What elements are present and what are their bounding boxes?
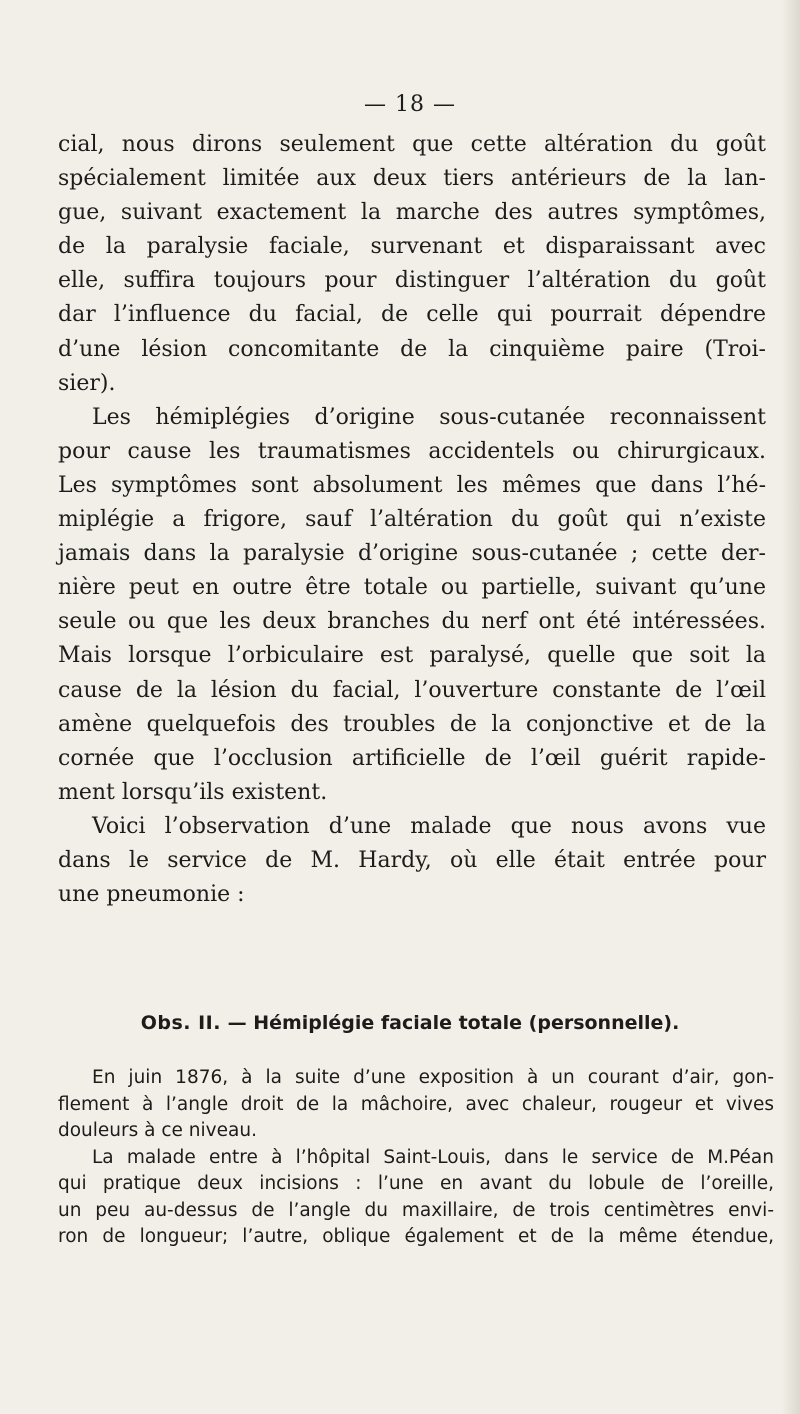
observation-title: — Hémiplégie faciale totale (personnelle). bbox=[227, 1012, 680, 1034]
text-line: En juin 1876, à la suite d’une exposition à un courant d’air, gon- bbox=[92, 1067, 774, 1088]
observation-heading bbox=[0, 1012, 800, 1034]
text-line: flement à l’angle droit de la mâchoire, avec chaleur, rougeur et vives bbox=[58, 1093, 774, 1115]
text-line: ment lorsqu’ils existent. bbox=[58, 779, 328, 805]
text-line: cornée que l’occlusion artificielle de l’œil guérit rapide- bbox=[58, 745, 766, 771]
text-line: sier). bbox=[58, 370, 116, 396]
text-line: gue, suivant exactement la marche des autres symptômes, bbox=[58, 200, 766, 226]
text-line: de la paralysie faciale, survenant et disparaissant avec bbox=[58, 234, 766, 260]
text-line: Mais lorsque l’orbiculaire est paralysé, quelle que soit la bbox=[58, 643, 766, 669]
text-line: douleurs à ce niveau. bbox=[58, 1120, 257, 1141]
text-line: d’une lésion concomitante de la cinquième paire (Troi- bbox=[58, 336, 766, 362]
page-number: — 18 — bbox=[364, 92, 456, 117]
text-line: dar l’influence du facial, de celle qui pourrait dépendre bbox=[58, 302, 766, 328]
text-line: jamais dans la paralysie d’origine sous-cutanée ; cette der- bbox=[58, 541, 766, 567]
main-text bbox=[58, 128, 766, 912]
text-line: dans le service de M. Hardy, où elle était entrée pour bbox=[58, 847, 766, 873]
text-line: miplégie a frigore, sauf l’altération du goût qui n’existe bbox=[58, 507, 766, 533]
text-line: elle, suffira toujours pour distinguer l’altération du goût bbox=[58, 268, 766, 294]
text-line: amène quelquefois des troubles de la conjonctive et de la bbox=[58, 711, 766, 737]
text-line: ron de longueur; l’autre, oblique également et de la même étendue, bbox=[58, 1226, 774, 1247]
page-edge-shadow bbox=[782, 0, 800, 1414]
observation-text bbox=[58, 1065, 774, 1251]
text-line: un peu au-dessus de l’angle du maxillaire, de trois centimètres envi- bbox=[58, 1199, 774, 1221]
text-line: Voici l’observation d’une malade que nous avons vue bbox=[92, 813, 766, 839]
text-line: pour cause les traumatismes accidentels ou chirurgicaux. bbox=[58, 438, 766, 464]
text-line: qui pratique deux incisions : l’une en avant du lobule de l’oreille, bbox=[58, 1173, 774, 1194]
text-line: Les symptômes sont absolument les mêmes que dans l’hé- bbox=[58, 472, 766, 498]
text-line: Les hémiplégies d’origine sous-cutanée reconnaissent bbox=[92, 404, 766, 430]
text-line: nière peut en outre être totale ou partielle, suivant qu’une bbox=[58, 575, 766, 601]
text-line: spécialement limitée aux deux tiers antérieurs de la lan- bbox=[58, 166, 766, 192]
text-line: La malade entre à l’hôpital Saint-Louis, dans le service de M.Péan bbox=[92, 1146, 774, 1168]
text-line: une pneumonie : bbox=[58, 882, 245, 908]
text-line: seule ou que les deux branches du nerf ont été intéressées. bbox=[58, 609, 766, 635]
text-line: cial, nous dirons seulement que cette altération du goût bbox=[58, 132, 766, 157]
observation-label: Obs. II. bbox=[140, 1012, 221, 1034]
text-line: cause de la lésion du facial, l’ouverture constante de l’œil bbox=[58, 677, 766, 703]
